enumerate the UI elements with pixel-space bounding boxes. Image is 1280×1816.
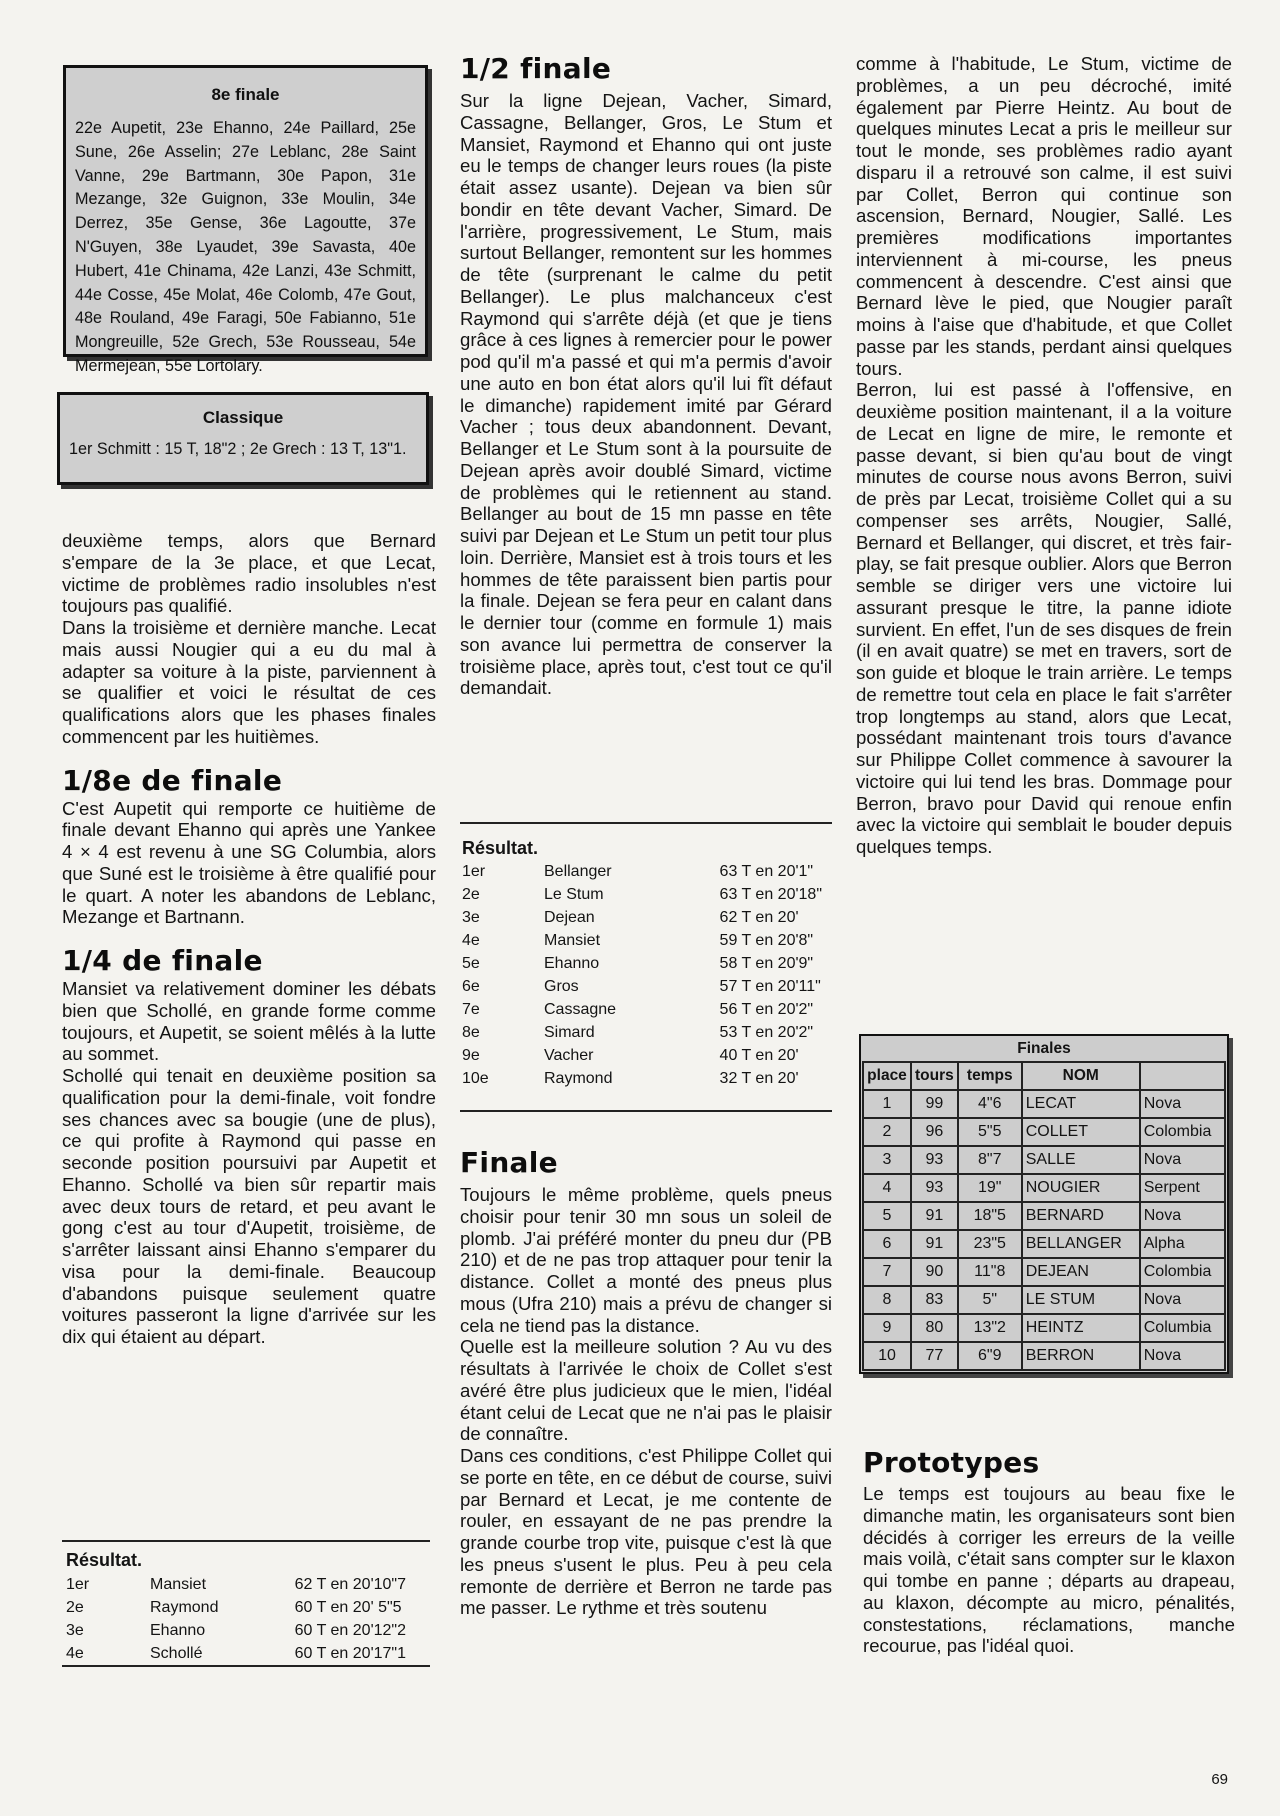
divider — [62, 1540, 430, 1542]
table-row — [66, 1642, 406, 1665]
cell: 99 — [911, 1090, 958, 1118]
cell: 80 — [911, 1314, 958, 1342]
table-row — [66, 1596, 406, 1619]
cell: 23"5 — [958, 1230, 1022, 1258]
result-name: Dejean — [544, 909, 595, 926]
cell: Alpha — [1140, 1230, 1225, 1258]
cell: Nova — [1140, 1286, 1225, 1314]
column-2 — [460, 52, 832, 699]
result-time: 60 T en 20'17"1 — [294, 1645, 406, 1662]
result-time: 53 T en 20'2" — [719, 1024, 814, 1041]
results-demi-title: Résultat. — [462, 838, 539, 858]
col2-para-2: Toujours le même problème, quels pneus choisir pour tenir 30 mn sous un soleil de plomb. J'ai préféré monter du pneu dur (PB 210) et de ne pas trop attaquer pour tenir la distance. Collet a monté des pneus plus mous (Ufra 210) mais a prévu de changer si cela ne tiend pas la distance. — [460, 1184, 832, 1336]
cell: 9 — [863, 1314, 911, 1342]
result-name: Le Stum — [544, 886, 604, 903]
cell: Nova — [1140, 1090, 1225, 1118]
result-time: 58 T en 20'9" — [719, 955, 814, 972]
result-pos: 10e — [462, 1070, 489, 1087]
col2-para-4: Dans ces conditions, c'est Philippe Collet qui se porte en tête, en ce début de course, suivi par Bernard et Lecat, je me contente de rouler, en essayant de ne pas prendre la grande courbe trop vite, puisque c'est là que les pneus s'usent le plus. Peu à peu cela remonte de derrière et Berron ne tarde pas me passer. Le rythme et très soutenu — [460, 1445, 832, 1619]
result-time: 62 T en 20' — [719, 909, 799, 926]
result-time: 62 T en 20'10"7 — [294, 1576, 406, 1593]
divider — [460, 822, 832, 824]
cell: 91 — [911, 1230, 958, 1258]
cell: SALLE — [1022, 1146, 1140, 1174]
cell: Colombia — [1140, 1258, 1225, 1286]
result-name: Simard — [544, 1024, 595, 1041]
cell: Nova — [1140, 1202, 1225, 1230]
col-header: temps — [958, 1062, 1022, 1090]
col1-para-4: Mansiet va relativement dominer les débats bien que Schollé, en grande forme comme toujours, et Aupetit, se soient mêlés à la lutte au sommet. — [62, 978, 436, 1065]
cell: 13"2 — [958, 1314, 1022, 1342]
cell: 93 — [911, 1174, 958, 1202]
table-row — [66, 1573, 406, 1596]
cell: 6"9 — [958, 1342, 1022, 1370]
table-row — [462, 860, 822, 883]
cell: 2 — [863, 1118, 911, 1146]
table-row — [462, 998, 822, 1021]
table-row — [863, 1230, 1225, 1258]
cell: NOUGIER — [1022, 1174, 1140, 1202]
result-name: Schollé — [150, 1645, 203, 1662]
table-row — [66, 1619, 406, 1642]
result-pos: 1er — [66, 1576, 90, 1593]
heading-demi-finale: 1/2 finale — [460, 52, 612, 85]
divider — [460, 1110, 832, 1112]
cell: 91 — [911, 1202, 958, 1230]
result-name: Vacher — [544, 1047, 594, 1064]
results-demi-table — [462, 860, 822, 1090]
result-time: 63 T en 20'18" — [719, 886, 822, 903]
cell: 5"5 — [958, 1118, 1022, 1146]
result-time: 32 T en 20' — [719, 1070, 799, 1087]
result-pos: 8e — [462, 1024, 480, 1041]
col2-para-1: Sur la ligne Dejean, Vacher, Simard, Cassagne, Bellanger, Gros, Le Stum et Mansiet, Raymond et Ehanno qui ont juste eu le temps de changer leurs roues (la piste était assez usante). Dejean va bien sûr bondir en tête devant Vacher, Simard. De l'arrière, progressivement, Le Stum, mais surtout Bellanger, remontent sur les hommes de tête (surprenant le calme du petit Bellanger). Le plus malchanceux c'est Raymond qui s'arrête déjà (et que je tiens grâce à ces lignes à remercier pour le power pod qu'il m'a passé et qui m'a permis d'avoir une auto en bon état alors qu'il lui fît défaut le dimanche) rapidement imité par Gérard Vacher ; tous deux abandonnent. Devant, Bellanger et Le Stum sont à la poursuite de Dejean après avoir doublé Simard, victime de problèmes qui le retiennent au stand. Bellanger au bout de 15 mn passe en tête suivi par Dejean et Le Stum un petit tour plus loin. Derrière, Mansiet est à trois tours et les hommes de tête paraissent bien partis pour la finale. Dejean se fera peur en calant dans le dernier tour (comme en formule 1) mais son avance lui permettra de conserver la troisième place, après tout, c'est tout ce qu'il demandait. — [460, 90, 832, 699]
col3-para-3: Le temps est toujours au beau fixe le dimanche matin, les organisateurs sont bien décidés à corriger les erreurs de la veille mais voilà, c'était sans compter sur le klaxon qui tombe en panne ; départs au drapeau, au klaxon, décompte au micro, pénalités, constestations, réclamations, manche recourue, pas l'idéal quoi. — [863, 1483, 1235, 1657]
divider — [62, 1665, 430, 1667]
table-row — [863, 1174, 1225, 1202]
cell: 4"6 — [958, 1090, 1022, 1118]
result-name: Ehanno — [544, 955, 600, 972]
cell: Serpent — [1140, 1174, 1225, 1202]
table-row — [462, 906, 822, 929]
cell: LECAT — [1022, 1090, 1140, 1118]
result-pos: 9e — [462, 1047, 480, 1064]
table-row — [462, 1021, 822, 1044]
cell: 93 — [911, 1146, 958, 1174]
box-8e-title: 8e finale — [211, 85, 280, 104]
col-header: NOM — [1022, 1062, 1140, 1090]
cell: BERRON — [1022, 1342, 1140, 1370]
box-8e-body: 22e Aupetit, 23e Ehanno, 24e Paillard, 25e Sune, 26e Asselin; 27e Leblanc, 28e Saint Vanne, 29e Bartmann, 30e Papon, 31e Mezange, 32e Guignon, 33e Moulin, 34e Derrez, 35e Gense, 36e Lagoutte, 37e N'Guyen, 38e Lyaudet, 39e Savasta, 40e Hubert, 41e Chinama, 42e Lanzi, 43e Schmitt, 44e Cosse, 45e Molat, 46e Colomb, 47e Gout, 48e Rouland, 49e Faragi, 50e Fabianno, 51e Mongreuille, 52e Grech, 53e Rousseau, 54e Mermejean, 55e Lortolary. — [75, 119, 416, 375]
results-quart-table — [66, 1573, 406, 1665]
col2-para-3: Quelle est la meilleure solution ? Au vu des résultats à l'arrivée le choix de Collet s'est avéré être plus judicieux que le mien, l'idéal étant celui de Lecat que ne n'ai pas le plaisir de connaître. — [460, 1336, 832, 1445]
column-2-bottom — [460, 1146, 832, 1619]
cell: 83 — [911, 1286, 958, 1314]
result-time: 59 T en 20'8" — [719, 932, 814, 949]
heading-huitieme: 1/8e de finale — [62, 763, 283, 797]
cell: LE STUM — [1022, 1286, 1140, 1314]
column-3-bottom — [863, 1446, 1235, 1657]
box-classique-title: Classique — [202, 408, 284, 427]
table-row — [863, 1146, 1225, 1174]
table-row — [863, 1090, 1225, 1118]
cell: 90 — [911, 1258, 958, 1286]
cell: 6 — [863, 1230, 911, 1258]
table-row — [863, 1286, 1225, 1314]
result-pos: 7e — [462, 1001, 480, 1018]
result-time: 40 T en 20' — [719, 1047, 799, 1064]
result-pos: 2e — [462, 886, 480, 903]
table-row — [863, 1258, 1225, 1286]
cell: Nova — [1140, 1146, 1225, 1174]
table-row — [462, 883, 822, 906]
cell: 5 — [863, 1202, 911, 1230]
cell: 18"5 — [958, 1202, 1022, 1230]
table-row — [462, 952, 822, 975]
column-1 — [62, 530, 436, 1348]
results-demi — [462, 838, 830, 1090]
result-time: 60 T en 20' 5"5 — [294, 1599, 402, 1616]
result-pos: 4e — [462, 932, 480, 949]
cell: HEINTZ — [1022, 1314, 1140, 1342]
heading-quart: 1/4 de finale — [62, 944, 263, 977]
col1-para-3: C'est Aupetit qui remporte ce huitième de finale devant Ehanno qui après une Yankee 4 × 4 est revenu à une SG Columbia, alors que Suné est le troisième à être qualifié pour le quart. A noter les abandons de Leblanc, Mezange et Bartnann. — [62, 797, 436, 928]
result-pos: 3e — [66, 1622, 84, 1639]
column-3 — [856, 53, 1232, 858]
cell: Columbia — [1140, 1314, 1225, 1342]
cell: 4 — [863, 1174, 911, 1202]
cell: Colombia — [1140, 1118, 1225, 1146]
table-row — [462, 1044, 822, 1067]
result-name: Ehanno — [150, 1622, 206, 1639]
result-pos: 6e — [462, 978, 480, 995]
table-row — [462, 975, 822, 998]
heading-finale: Finale — [460, 1146, 558, 1179]
result-pos: 2e — [66, 1599, 84, 1616]
cell: 8 — [863, 1286, 911, 1314]
cell: 19" — [958, 1174, 1022, 1202]
result-name: Mansiet — [544, 932, 601, 949]
table-row — [462, 1067, 822, 1090]
cell: 96 — [911, 1118, 958, 1146]
finales-title: Finales — [1017, 1040, 1071, 1057]
result-pos: 4e — [66, 1645, 84, 1662]
table-row — [462, 929, 822, 952]
result-name: Mansiet — [150, 1576, 207, 1593]
box-classique — [57, 392, 429, 485]
cell: COLLET — [1022, 1118, 1140, 1146]
result-time: 56 T en 20'2" — [719, 1001, 814, 1018]
page-number: 69 — [1211, 1771, 1228, 1788]
cell: 3 — [863, 1146, 911, 1174]
result-time: 60 T en 20'12"2 — [294, 1622, 406, 1639]
col3-para-2: Berron, lui est passé à l'offensive, en deuxième position maintenant, il a la voiture de Lecat en ligne de mire, le remonte et passe devant, si bien qu'au bout de vingt minutes de course nous avons Berron, suivi de près par Lecat, troisième Collet qui a su compenser ses arrêts, Nougier, Sallé, Bernard et Bellanger, qui discret, et très fair-play, se fait presque oublier. Alors que Berron semble se diriger vers une victoire lui assurant presque le titre, la panne idiote survient. En effet, l'un de ses disques de frein (il en avait quatre) se met en travers, sort de son guide et bloque le train arrière. Le temps de remettre tout cela en place le fait s'arrêter trop longtemps au stand, alors que Lecat, possédant maintenant trois tours d'avance sur Philippe Collet commence à savourer la victoire qui lui tend les bras. Dommage pour Berron, bravo pour David qui renoue enfin avec la victoire qui semblait le bouder depuis quelques temps. — [856, 379, 1232, 857]
cell: 7 — [863, 1258, 911, 1286]
cell: DEJEAN — [1022, 1258, 1140, 1286]
table-header-row — [863, 1062, 1225, 1090]
cell: 11"8 — [958, 1258, 1022, 1286]
box-classique-body: 1er Schmitt : 15 T, 18"2 ; 2e Grech : 13 T, 13"1. — [69, 440, 407, 458]
cell: 1 — [863, 1090, 911, 1118]
result-pos: 5e — [462, 955, 480, 972]
col1-para-1: deuxième temps, alors que Bernard s'empare de la 3e place, et que Lecat, victime de problèmes radio insolubles n'est toujours pas qualifié. — [62, 530, 436, 617]
cell: 77 — [911, 1342, 958, 1370]
finales-table-box — [859, 1034, 1229, 1374]
result-time: 63 T en 20'1" — [719, 863, 814, 880]
result-name: Cassagne — [544, 1001, 617, 1018]
table-row — [863, 1118, 1225, 1146]
result-time: 57 T en 20'11" — [719, 978, 821, 995]
heading-prototypes: Prototypes — [863, 1446, 1040, 1479]
results-quart-title: Résultat. — [66, 1550, 143, 1570]
col-header: tours — [911, 1062, 958, 1090]
result-name: Bellanger — [544, 863, 612, 880]
cell: BERNARD — [1022, 1202, 1140, 1230]
cell: BELLANGER — [1022, 1230, 1140, 1258]
col1-para-5: Schollé qui tenait en deuxième position sa qualification pour la demi-finale, voit fondre ses chances avec sa bougie (une de plus), ce qui profite à Raymond qui passe en seconde position poursuivi par Aupetit et Ehanno. Schollé va bien sûr repartir mais avec deux tours de retard, et peu avant le gong c'est au tour d'Aupetit, troisième, de s'arrêter laissant ainsi Ehanno s'emparer du visa pour la demi-finale. Beaucoup d'abandons puisque seulement quatre voitures passeront la ligne d'arrivée sur les dix qui étaient au départ. — [62, 1065, 436, 1347]
result-name: Gros — [544, 978, 579, 995]
cell: 5" — [958, 1286, 1022, 1314]
finales-table — [862, 1061, 1226, 1371]
col-header — [1140, 1062, 1225, 1090]
result-pos: 1er — [462, 863, 486, 880]
result-name: Raymond — [544, 1070, 613, 1087]
table-row — [863, 1202, 1225, 1230]
results-quart — [66, 1550, 426, 1665]
cell: 10 — [863, 1342, 911, 1370]
table-row — [863, 1342, 1225, 1370]
result-name: Raymond — [150, 1599, 219, 1616]
col-header: place — [863, 1062, 911, 1090]
cell: 8"7 — [958, 1146, 1022, 1174]
box-8e-finale — [63, 65, 428, 375]
result-pos: 3e — [462, 909, 480, 926]
cell: Nova — [1140, 1342, 1225, 1370]
col1-para-2: Dans la troisième et dernière manche. Lecat mais aussi Nougier qui a eu du mal à adapter sa voiture à la piste, parviennent à se qualifier et voici le résultat de ces qualifications alors que les phases finales commencent par les huitièmes. — [62, 617, 436, 747]
col3-para-1: comme à l'habitude, Le Stum, victime de problèmes, a un peu décroché, imité également par Pierre Heintz. Au bout de quelques minutes Lecat a pris le meilleur sur tout le monde, ses problèmes radio ayant disparu il a retrouvé son calme, il est suivi par Collet, Berron qui continue son ascension, Bernard, Nougier, Sallé. Les premières modifications importantes interviennent à mi-course, les pneus commencent à descendre. C'est ainsi que Bernard lève le pied, que Nougier paraît moins à l'aise que d'habitude, et que Collet passe par les stands, perdant ainsi quelques tours. — [856, 53, 1232, 379]
table-row — [863, 1314, 1225, 1342]
